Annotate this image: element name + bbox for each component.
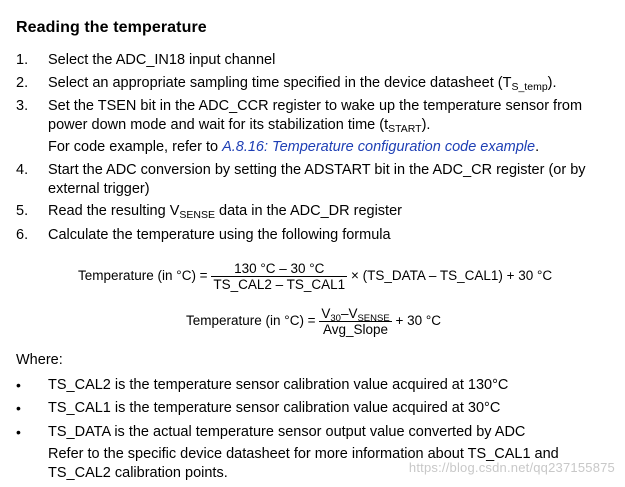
formula-slope — [186, 306, 441, 337]
step-number: 1. — [16, 52, 29, 68]
formula-rhs: + 30 °C — [395, 313, 441, 329]
code-example-link[interactable]: A.8.16: Temperature configuration code example — [222, 139, 536, 155]
bullet-extra-line2: TS_CAL2 calibration points. — [48, 465, 228, 481]
formula-lhs: Temperature (in °C) = — [78, 268, 208, 284]
where-label: Where: — [16, 352, 63, 368]
step-number: 5. — [16, 203, 29, 219]
formula-numerator: $V_{30}-V_{SENSE}$ — [321, 306, 390, 324]
bullet-icon: • — [16, 424, 21, 440]
formula-fraction-term — [319, 306, 391, 337]
bullet-text: TS_CAL2 is the temperature sensor calibration value acquired at 130°C — [48, 377, 509, 393]
step-text-line2: power down mode and wait for its stabilization time $(t_{START})$. — [48, 117, 431, 135]
bullet-text: TS_CAL1 is the temperature sensor calibration value acquired at 30°C — [48, 400, 501, 416]
section-title: Reading the temperature — [16, 19, 207, 36]
watermark-url: https://blog.csdn.net/qq237155875 — [408, 460, 615, 475]
bullet-extra-line1: Refer to the specific device datasheet for more information about TS_CAL1 and — [48, 446, 559, 462]
bullet-icon: • — [16, 377, 21, 393]
step-text: Calculate the temperature using the following formula — [48, 227, 391, 243]
step-number: 3. — [16, 98, 29, 114]
step-text: Select the ADC_IN18 input channel — [48, 52, 276, 68]
formula-numerator: 130 °C – 30 °C — [211, 261, 347, 277]
formula-fraction-term — [211, 261, 347, 292]
step-number: 6. — [16, 227, 29, 243]
step-number: 4. — [16, 162, 29, 178]
step-number: 2. — [16, 75, 29, 91]
formula-denominator: Avg_Slope — [322, 322, 389, 337]
step-text: Select an appropriate sampling time specified in the device datasheet $(T_{S\_temp})$. — [48, 75, 557, 93]
formula-lhs: Temperature (in °C) = — [186, 313, 316, 329]
bullet-text: TS_DATA is the actual temperature sensor output value converted by ADC — [48, 424, 526, 440]
step-text-line1: Start the ADC conversion by setting the ADSTART bit in the ADC_CR register (or by — [48, 162, 586, 178]
formula-fraction — [78, 261, 552, 292]
step-text-line2: external trigger) — [48, 181, 150, 197]
step-text: Read the resulting $V_{SENSE}$ data in the ADC_DR register — [48, 203, 402, 221]
formula-denominator: TS_CAL2 – TS_CAL1 — [213, 277, 346, 292]
step-note: For code example, refer to A.8.16: Temperature configuration code example. — [48, 139, 540, 155]
step-text-line1: Set the TSEN bit in the ADC_CCR register to wake up the temperature sensor from — [48, 98, 583, 114]
bullet-icon: • — [16, 400, 21, 416]
formula-rhs: × (TS_DATA – TS_CAL1) + 30 °C — [350, 268, 553, 284]
